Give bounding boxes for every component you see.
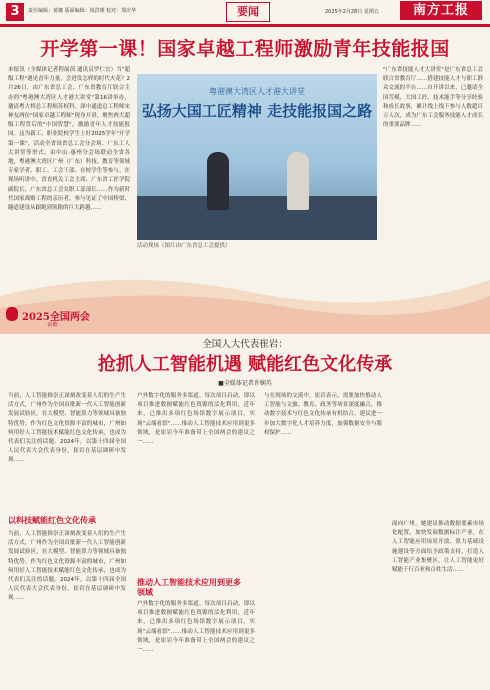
article1-headline: 开学第一课！国家卓越工程师激励青年技能报国 <box>40 38 450 60</box>
article2-column-2: 户外数字化的服务多渠道。每次项目启动，即以项目推进数据赋能红色资源的活化利用，近年来，已推出多项红色场馆数字展示项目，实现"云端看馆"……推动人工智能技术应用到更多领域，是崔岩今年准备带上全国两会的建议之一…… <box>137 393 255 446</box>
photo-banner-slogan: 弘扬大国工匠精神 走技能报国之路 <box>141 102 373 120</box>
article2-subhead-2: 推动人工智能技术应用到更多领域 <box>137 578 241 597</box>
speaker-figure <box>207 152 229 210</box>
article2-byline: ■全媒体记者许娴英 <box>218 380 272 387</box>
two-sessions-title: 2025全国两会 <box>22 312 90 323</box>
article2-column-1b: 当前，人工智能推崇正深刻改变着人们的生产生活方式，广州作为全国首批新一代人工智能创新发展试验区，在大模型、智能算力等领域具备独特优势。作为红色文化资源丰富的城市，广州如何用好人工智能技术赋能红色文化传承，也成为代表们关注的话题。2024年，以第十四届全国人民代表大会代表身份，崔岩在基层调研中发现…… <box>8 531 126 602</box>
page-number: 3 <box>6 3 24 21</box>
editors-line: 责任编辑：黄娜 版面编辑：钱洪瑾 校对：郑庆华 <box>28 8 137 14</box>
article1-column-1: 本报讯（全媒体记者程展茵 通讯员罗仁宜）当"超级工程"遇见青年力量，会迸发怎样的时代火花？2月26日，由广东省总工会、广东省教育厅联合主办的"粤港澳大湾区人才港大讲堂"第16讲举办，邀请粤大桥总工程师苏权科、深中通道总工程师宋神友两位"国家卓越工程师"现身开讲，聚焦两大超级工程背后的"中国智慧"，激励青年人才技能报国。这为新工、职业院校学生上好2025学年"开学第一课"。活动全省设省总工会分会场、广东工人大讲堂等形式，由中山·惠州分会场联动全省各地，粤港澳大湾区广州（广东）科技、教育等领域专家学者、职工、工会干部、在校学生等参与。在现场听讲中，省直机关工会主席、广东省工匠学院副院长、广东省总工会女职工部部长……作为新时代国家战略工程的亲历者，参与见证了中国桥梁、隧道建设从跟跑到领跑的巨大跨越…… <box>8 67 130 212</box>
page-header <box>0 0 490 26</box>
article2-subhead-1: 以科技赋能红色文化传承 <box>8 516 96 525</box>
article2-column-1: 当前，人工智能推崇正深刻改变着人们的生产生活方式，广州作为全国首批新一代人工智能创新发展试验区，在大模型、智能算力等领域具备独特优势。作为红色文化资源丰富的城市，广州如何用好人工智能技术赋能红色文化传承，也成为代表们关注的话题。2024年，以第十四届全国人民代表大会代表身份，崔岩在基层调研中发现…… <box>8 393 126 464</box>
stage-graphic <box>137 196 377 240</box>
publication-date: 2025年2月28日 星期五 <box>325 9 379 15</box>
article2-kicker: 全国人大代表崔岩： <box>202 339 288 350</box>
photo-banner-title: 粤港澳大湾区人才港大讲堂 <box>209 87 305 96</box>
article2-column-2b: 户外数字化的服务多渠道。每次项目启动，即以项目推进数据赋能红色资源的活化利用，近年来，已推出多项红色场馆数字展示项目，实现"云端看馆"……推动人工智能技术应用到更多领域，是崔岩今年准备带上全国两会的建议之一…… <box>137 601 255 654</box>
two-sessions-logo <box>2 302 90 332</box>
two-sessions-subtitle: ·前瞻· <box>46 322 60 328</box>
host-figure <box>287 152 309 210</box>
header-divider <box>0 24 490 27</box>
article2-column-4: 面向广州，她建议推动数据要素市场化配置，加快发展数据标注产业，在人工智能应用场景开放、算力基础设施建设等方面给予政策支持，打造人工智能产业集聚区，让人工智能更好赋能千行百业和百姓生活…… <box>392 521 484 574</box>
article2-headline: 抢抓人工智能机遇 赋能红色文化传承 <box>97 354 393 375</box>
lantern-icon <box>6 307 18 321</box>
article1-column-4: "广东省技能人才大讲堂"是广东省总工会联合省教育厅……搭建技能人才与职工群众交流的平台……自开讲以来，已邀请全国劳模、大国工匠、技术能手等分享经验和成长故事，累计线上线下参与人数超百万人次，成为广东工会服务技能人才成长的重要品牌…… <box>383 67 483 129</box>
event-photo <box>137 74 377 240</box>
article2-column-3: 与在现场的交流中，崔岩表示，需要加快推动人工智能与文旅、教育、政务等场景深度融合，推动数字技术与红色文化传承有机结合，建议进一步加大数字化人才培养力度，加强数据安全与版权保护…… <box>264 393 382 436</box>
section-label: 要闻 <box>226 2 270 22</box>
photo-caption: 活动现场（图片由广东省总工会提供） <box>137 243 231 249</box>
newspaper-logo: 南方工报 <box>400 1 482 20</box>
